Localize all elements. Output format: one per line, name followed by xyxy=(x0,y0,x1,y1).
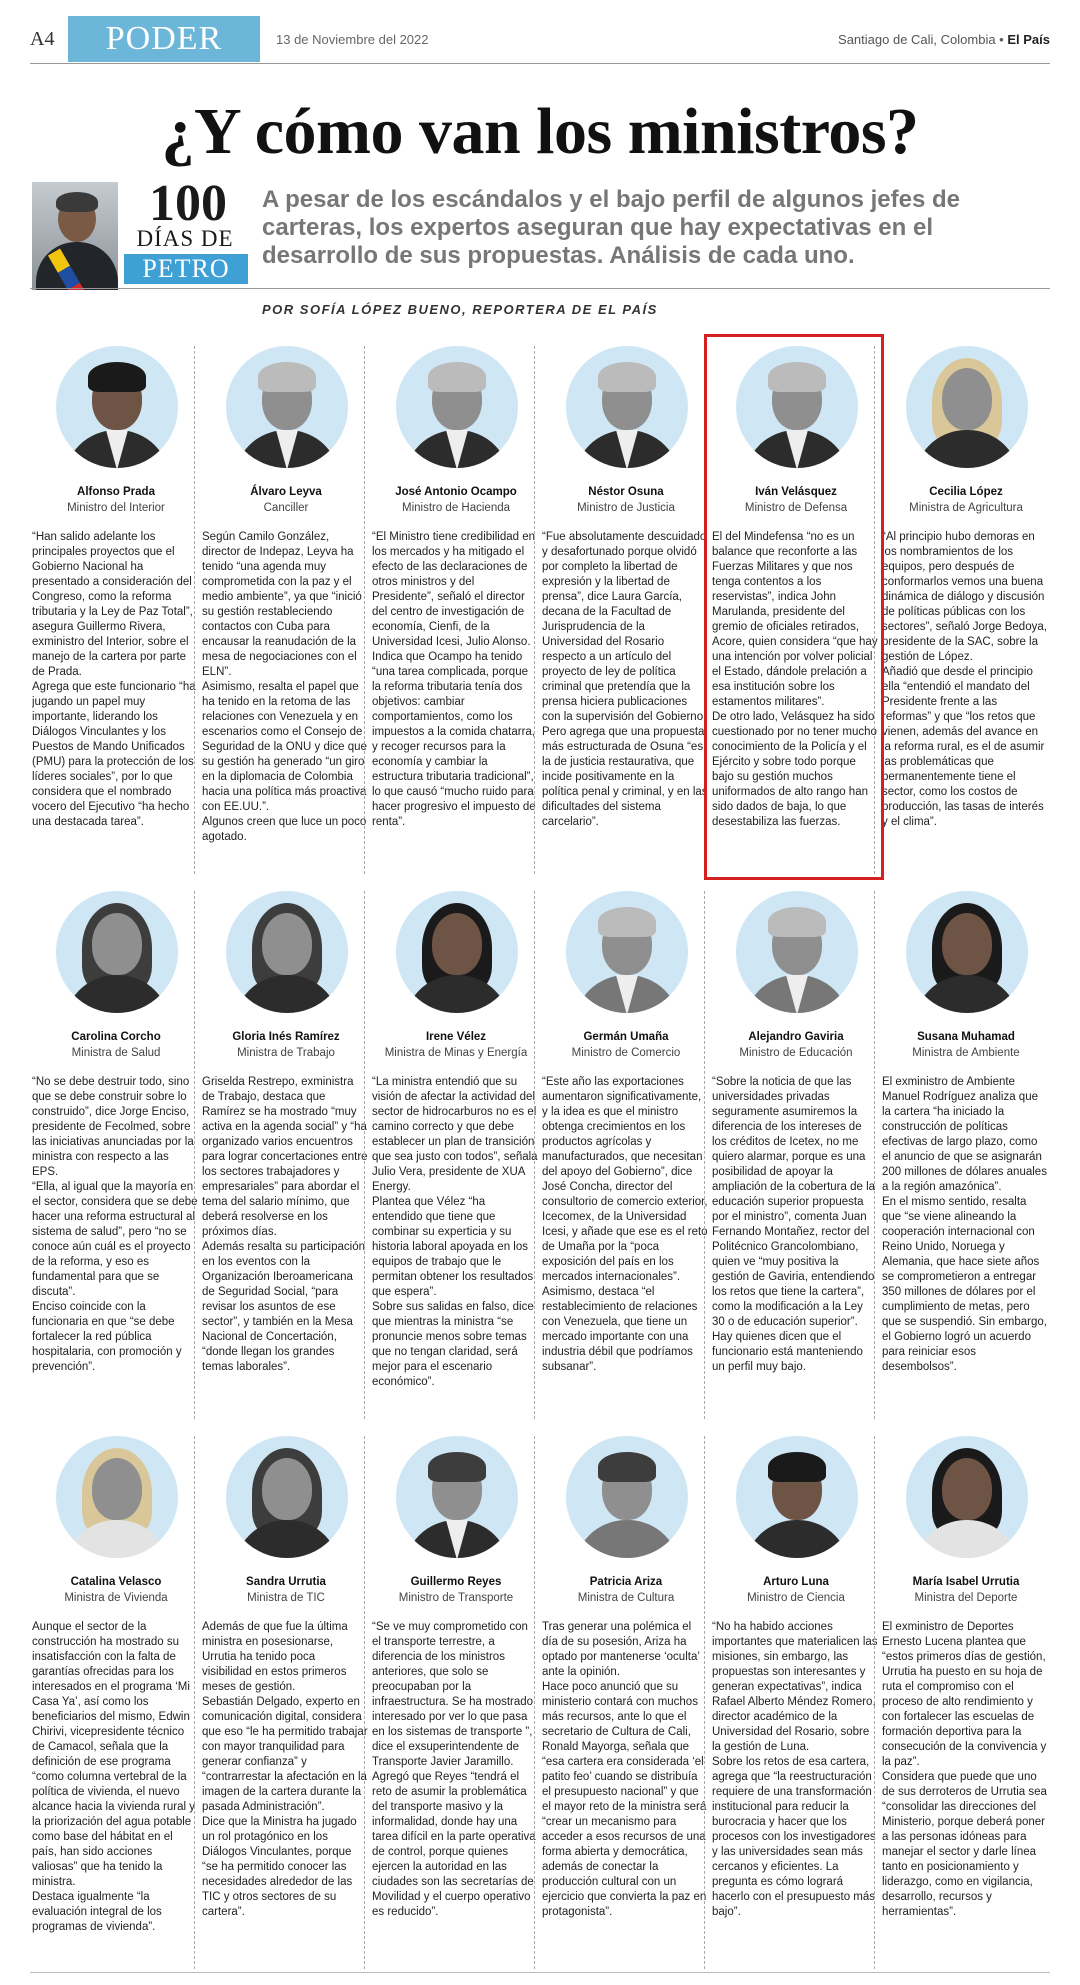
minister-role: Ministro de Hacienda xyxy=(401,502,511,514)
minister-name: Sandra Urrutia xyxy=(246,1576,326,1588)
minister-card xyxy=(540,885,712,1425)
minister-photo xyxy=(396,891,518,1013)
minister-assessment: “Sobre la noticia de que las universidades privadas seguramente asumiremos la diferencia de los intereses de los créditos de Icetex, no me quiero alarmar, porque es una posibilidad de apoyar la ampliación de la cobertura de la educación superior propuesta por el ministro”, comenta Juan Fernando Montañez, rector del Politécnico Grancolombiano, quien ve “muy positiva la gestión de Gaviria, entendiendo los retos que tiene la cartera”, como la modificación a la Ley 30 o de educación superior”. Hay quienes dicen que el funcionario está manteniendo un perfil muy bajo. xyxy=(712,1076,876,1373)
minister-photo xyxy=(226,891,348,1013)
ministers-row xyxy=(30,340,1050,880)
minister-name: Irene Vélez xyxy=(425,1031,487,1043)
location-text: Santiago de Cali, Colombia • xyxy=(838,32,1004,47)
minister-role: Ministro de Transporte xyxy=(398,1592,514,1604)
minister-role: Ministra de TIC xyxy=(247,1592,325,1604)
page-number: A4 xyxy=(30,28,55,50)
minister-assessment: “Fue absolutamente descuidado y desafortunado porque olvidó por completo la libertad de expresión y la libertad de prensa”, dice Laura García, decana de la Facultad de Jurisprudencia de la Universidad del Rosario respecto a un artículo del proyecto de ley de política criminal que pretendía que la prensa hiciera publicaciones con la supervisión del Gobierno. Pero agrega que una propuesta más estructurada de Osuna “es la de justicia restaurativa, que incide positivamente en la política penal y criminal, y en las dificultades del sistema carcelario”. xyxy=(542,531,708,828)
minister-name: Arturo Luna xyxy=(763,1576,829,1588)
badge-line1: DÍAS DE xyxy=(136,226,234,251)
minister-photo xyxy=(56,346,178,468)
minister-card xyxy=(880,340,1052,880)
minister-card xyxy=(880,885,1052,1425)
minister-photo xyxy=(566,891,688,1013)
minister-assessment: Tras generar una polémica el día de su posesión, Ariza ha optado por mantenerse ‘oculta’ ante la opinión. Hace poco anunció que su ministerio contará con muchos más recursos, ante lo que el secretario de Cultura de Cali, Ronald Mayorga, señala que “esa cartera era considerada ‘el patito feo’ cuando se distribuía el presupuesto nacional” y que el mayor reto de la ministra será “crear un mecanismo para acceder a esos recursos de una forma abierta y democrática, además de conectar la producción cultural con un ejercicio que convierta la paz en protagonista”. xyxy=(542,1621,707,1918)
ministers-row xyxy=(30,885,1050,1425)
minister-photo xyxy=(226,346,348,468)
deck-divider xyxy=(30,288,1050,289)
minister-name: Carolina Corcho xyxy=(71,1031,161,1043)
ministers-row xyxy=(30,1430,1050,1975)
minister-role: Ministro de Ciencia xyxy=(747,1592,845,1604)
minister-photo xyxy=(906,891,1028,1013)
minister-photo xyxy=(906,1436,1028,1558)
minister-name: María Isabel Urrutia xyxy=(912,1576,1020,1588)
minister-photo xyxy=(56,1436,178,1558)
minister-assessment: “El Ministro tiene credibilidad en los mercados y ha mitigado el efecto de las declaraciones de otros ministros y del Presidente”, señaló el director del centro de investigación de economía, Cienfi, de la Universidad Icesi, Julio Alonso. Indica que Ocampo ha tenido “una tarea complicada, porque la reforma tributaria tenía dos objetivos: cambiar comportamientos, como los impuestos a la comida chatarra, y recoger recursos para la economía y cambiar la estructura tributaria tradicional”, lo que causó “mucho ruido para hacer progresivo el impuesto de renta”. xyxy=(372,531,536,828)
minister-photo xyxy=(566,1436,688,1558)
minister-assessment: Aunque el sector de la construcción ha mostrado su insatisfacción con la falta de garantías ofrecidas para los interesados en el programa ‘Mi Casa Ya’, así como los beneficiarios del mismo, Edwin Chirivi, vicepresidente técnico de Camacol, señala que la definición de ese programa “como columna vertebral de la política de vivienda, el nuevo alcance hacia la vivienda rural y la priorización del agua potable como base del hábitat en el país, han sido acciones valiosas” que ha tenido la ministra. Destaca igualmente “la evaluación integral de los programas de vivienda”. xyxy=(32,1621,196,1933)
minister-name: Patricia Ariza xyxy=(589,1576,663,1588)
minister-name: Álvaro Leyva xyxy=(250,486,322,498)
minister-role: Ministro de Educación xyxy=(739,1047,853,1059)
masthead-location xyxy=(838,32,1050,47)
minister-assessment: El exministro de Deportes Ernesto Lucena plantea que “estos primeros días de gestión, Urrutia ha puesto en su hoja de ruta el compromiso con el proceso de alto rendimiento y con fortalecer las escuelas de formación deportiva para la consecución de la convivencia y la paz”. Considera que puede que uno de sus derroteros de Urrutia sea “consolidar las direcciones del Ministerio, porque deberá poner a las personas idóneas para manejar el sector y darle línea tanto en posicionamiento y liderazgo, como en vigilancia, desarrollo, recursos y herramientas”. xyxy=(882,1621,1047,1918)
minister-role: Ministra del Deporte xyxy=(914,1592,1018,1604)
minister-card xyxy=(200,340,372,880)
minister-assessment: El exministro de Ambiente Manuel Rodríguez analiza que la cartera “ha iniciado la construcción de políticas efectivas de largo plazo, como el anuncio de que se asignarán 200 millones de dólares anuales a la región amazónica”. En el mismo sentido, resalta que “se viene alineando la cooperación internacional con Reino Unido, Noruega y Alemania, que hace siete años se comprometieron a entregar 350 millones de dólares por el cumplimiento de metas, pero que se suspendió. Sin embargo, el Gobierno logró un acuerdo para reiniciar esos desembolsos”. xyxy=(882,1076,1047,1373)
minister-assessment: “Han salido adelante los principales proyectos que el Gobierno Nacional ha presentado a consideración del Congreso, como la reforma tributaria y la Ley de Paz Total”, asegura Guillermo Rivera, exministro del Interior, sobre el manejo de la cartera por parte de Prada. Agrega que este funcionario “ha jugando un papel muy importante, liderando los Diálogos Vinculantes y los Puestos de Mando Unificados (PMU) para la protección de los líderes sociales”, por lo que considera que el nombrado vocero del Ejecutivo “ha hecho una destacada tarea”. xyxy=(32,531,196,828)
minister-role: Canciller xyxy=(263,502,309,514)
byline: POR SOFÍA LÓPEZ BUENO, REPORTERA DE EL PAÍS xyxy=(262,302,658,317)
minister-assessment: “No ha habido acciones importantes que materialicen las misiones, sin embargo, las propuestas son interesantes y generan expectativas”, indica Rafael Alberto Méndez Romero, director académico de la Universidad del Rosario, sobre la gestión de Luna. Sobre los retos de esa cartera, agrega que “la reestructuración requiere de una transformación institucional para reducir la burocracia y hacer que los procesos con los investigadores y las universidades sean más cercanos y eficientes. La pregunta es cómo logrará hacerlo con el presupuesto más bajo”. xyxy=(712,1621,878,1918)
minister-assessment: Además de que fue la última ministra en posesionarse, Urrutia ha tenido poca visibilidad en estos primeros meses de gestión. Sebastián Delgado, experto en comunicación digital, considera que eso “le ha permitido trabajar con mayor tranquilidad para generar confianza” y “contrarrestar la afectación en la imagen de la cartera durante la pasada Administración”. Dice que la Ministra ha jugado un rol protagónico en los Diálogos Vinculantes, porque “se ha permitido conocer las necesidades alrededor de las TIC y otros sectores de su cartera”. xyxy=(202,1621,368,1918)
minister-photo xyxy=(226,1436,348,1558)
minister-assessment: “Este año las exportaciones aumentaron significativamente, y la idea es que el ministro obtenga crecimientos en los productos agrícolas y manufacturados, que necesitan del apoyo del Gobierno”, dice José Concha, director del consultorio de comercio exterior, Icecomex, de la Universidad Icesi, y añade que ese es el reto de Umaña por la “poca exposición del país en los mercados internacionales”. Asimismo, destaca “el restablecimiento de relaciones con Venezuela, que tiene un mercado importante con una industria débil que podríamos subsanar”. xyxy=(542,1076,708,1373)
minister-role: Ministro de Defensa xyxy=(744,502,848,514)
minister-role: Ministra de Cultura xyxy=(577,1592,675,1604)
minister-photo xyxy=(736,1436,858,1558)
minister-name: Guillermo Reyes xyxy=(410,1576,502,1588)
minister-assessment: “La ministra entendió que su visión de afectar la actividad del sector de hidrocarburos no es el camino correcto y que debe establecer un plan de transición que sea justo con todos”, señala Julio Vera, presidente de XUA Energy. Plantea que Vélez “ha entendido que tiene que combinar su experticia y su historia laboral apoyada en los equipos de trabajo que le permitan obtener los resultados que espera”. Sobre sus salidas en falso, dice que mientras la ministra “se pronuncie menos sobre temas que no tengan claridad, será mejor para el escenario económico”. xyxy=(372,1076,538,1388)
minister-name: Iván Velásquez xyxy=(755,486,837,498)
minister-card xyxy=(540,340,712,880)
minister-role: Ministra de Agricultura xyxy=(909,502,1023,514)
minister-name: José Antonio Ocampo xyxy=(395,486,517,498)
minister-card xyxy=(880,1430,1052,1975)
minister-role: Ministra de Vivienda xyxy=(64,1592,168,1604)
minister-name: Germán Umaña xyxy=(583,1031,669,1043)
minister-photo xyxy=(396,1436,518,1558)
minister-name: Catalina Velasco xyxy=(70,1576,162,1588)
issue-date: 13 de Noviembre del 2022 xyxy=(276,32,429,47)
minister-name: Gloria Inés Ramírez xyxy=(232,1031,340,1043)
minister-card xyxy=(200,1430,372,1975)
minister-assessment: Griselda Restrepo, exministra de Trabajo, destaca que Ramírez se ha mostrado “muy activa en la agenda social” y “ha organizado varios encuentros para lograr concertaciones entre los sectores trabajadores y empresariales” para abordar el tema del salario mínimo, que deberá resolverse en los próximos días. Además resalta su participación en los eventos con la Organización Iberoamericana de Seguridad Social, “para revisar los asuntos de ese sector”, y también en la Mesa Nacional de Concertación, “donde llegan los grandes temas laborales”. xyxy=(202,1076,368,1373)
minister-card xyxy=(30,885,202,1425)
minister-card xyxy=(200,885,372,1425)
minister-card xyxy=(710,1430,882,1975)
minister-name: Susana Muhamad xyxy=(917,1031,1015,1043)
minister-card xyxy=(30,1430,202,1975)
minister-role: Ministra de Trabajo xyxy=(237,1047,335,1059)
minister-photo xyxy=(396,346,518,468)
minister-role: Ministra de Salud xyxy=(71,1047,161,1059)
minister-photo xyxy=(736,891,858,1013)
badge-line2: PETRO xyxy=(124,254,248,284)
headline: ¿Y cómo van los ministros? xyxy=(161,95,919,168)
minister-name: Alfonso Prada xyxy=(77,486,155,498)
subheadline: A pesar de los escándalos y el bajo perfil de algunos jefes de carteras, los expertos aseguran que hay expectativas en el desarrollo de sus propuestas. Análisis de cada uno. xyxy=(262,186,961,269)
minister-card xyxy=(710,885,882,1425)
footer-divider xyxy=(30,1972,1050,1973)
president-photo xyxy=(32,182,118,290)
section-label: PODER xyxy=(68,16,260,62)
minister-role: Ministro del Interior xyxy=(67,502,165,514)
minister-card xyxy=(370,885,542,1425)
minister-assessment: “No se debe destruir todo, sino que se debe construir sobre lo construido”, dice Jorge Enciso, presidente de Fecolmed, sobre las iniciativas anunciadas por la ministra con respecto a las EPS. “Ella, al igual que la mayoría en el sector, considera que se debe hacer una reforma estructural al sistema de salud”, pero “no se conoce aún cuál es el proyecto de la reforma, y eso es fundamental para que se discuta”. Enciso coincide con la funcionaria en que “se debe fortalecer la red pública hospitalaria, con promoción y prevención”. xyxy=(32,1076,198,1373)
minister-role: Ministra de Minas y Energía xyxy=(384,1047,528,1059)
ministers-grid xyxy=(30,340,1050,1960)
minister-card-highlighted xyxy=(710,340,882,880)
minister-photo xyxy=(56,891,178,1013)
minister-card xyxy=(30,340,202,880)
minister-photo xyxy=(566,346,688,468)
minister-role: Ministro de Justicia xyxy=(577,502,675,514)
publication-name: El País xyxy=(1007,32,1050,47)
minister-card xyxy=(370,340,542,880)
100-dias-badge xyxy=(32,182,248,290)
minister-assessment: El del Mindefensa “no es un balance que reconforte a las Fuerzas Militares y que nos tenga contentos a los reservistas”, indica John Marulanda, presidente del gremio de oficiales retirados, Acore, quien considera “que hay una intención por volver policial el Estado, dándole prelación a esa institución sobre los estamentos militares”. De otro lado, Velásquez ha sido cuestionado por no tener mucho conocimiento de la Policía y el Ejército y sobre todo porque bajo su gestión muchos uniformados de alto rango han sido dados de baja, lo que desestabiliza las fuerzas. xyxy=(712,531,878,828)
minister-card xyxy=(540,1430,712,1975)
minister-assessment: “Al principio hubo demoras en los nombramientos de los equipos, pero después de conformarlos vemos una buena dinámica de diálogo y discusión de políticas públicas con los sectores”, señaló Jorge Bedoya, presidente de la SAC, sobre la gestión de López. Añadió que desde el principio ella “entendió el mandato del Presidente frente a las reformas” y que “los retos que vienen, además del avance en la reforma rural, es el de asumir las problemáticas que permanentemente tiene el sector, como los costos de producción, las tasas de interés y el clima”. xyxy=(882,531,1047,828)
minister-assessment: Según Camilo González, director de Indepaz, Leyva ha tenido “una agenda muy comprometida con la paz y el medio ambiente”, ya que “inició su gestión restableciendo contactos con Cuba para encausar la reanudación de la mesa de negociaciones con el ELN”. Asimismo, resalta el papel que ha tenido en la retoma de las relaciones con Venezuela y en escenarios como el Consejo de Seguridad de la ONU y dice que su gestión ha generado “un giro en la diplomacia de Colombia hacia una política más proactiva con EE.UU.”. Algunos creen que luce un poco agotado. xyxy=(202,531,367,843)
minister-role: Ministra de Ambiente xyxy=(912,1047,1020,1059)
minister-name: Cecilia López xyxy=(929,486,1003,498)
minister-assessment: “Se ve muy comprometido con el transporte terrestre, a diferencia de los ministros anteriores, que solo se preocupaban por la infraestructura. Se ha mostrado interesado por ver lo que pasa en los sistemas de transporte ”, dice el exsuperintendente de Transporte Javier Jaramillo. Agregó que Reyes “tendrá el reto de asumir la problemática del transporte masivo y la informalidad, donde hay una tarea difícil en la parte operativa de control, porque quienes ejercen la autoridad en las ciudades son las secretarías de Movilidad y el cuerpo operativo es reducido”. xyxy=(372,1621,536,1918)
badge-number: 100 xyxy=(149,182,227,232)
minister-card xyxy=(370,1430,542,1975)
minister-photo xyxy=(906,346,1028,468)
minister-role: Ministro de Comercio xyxy=(571,1047,681,1059)
minister-name: Alejandro Gaviria xyxy=(748,1031,844,1043)
minister-name: Néstor Osuna xyxy=(588,486,664,498)
minister-photo xyxy=(736,346,858,468)
page-header xyxy=(30,14,1050,64)
